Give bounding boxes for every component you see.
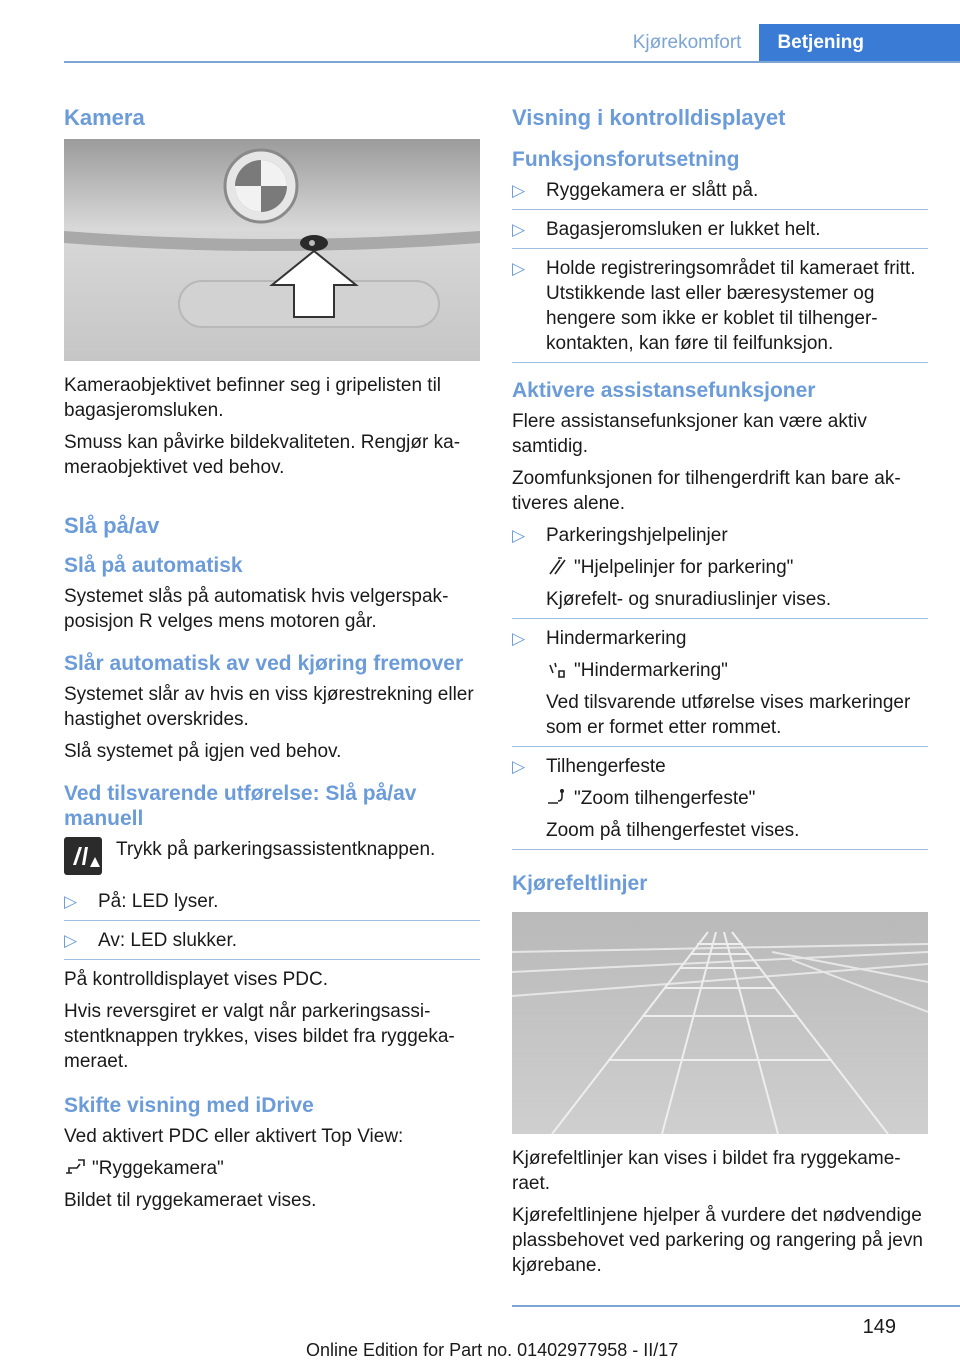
assist-label: Hindermarkering [546, 628, 687, 649]
pdc-paragraph-2: Hvis reversgiret er valgt når parkeringsassistentknappen trykkes, vises bildet fra ryggekameraet. [64, 1001, 455, 1072]
assist-list [512, 523, 928, 850]
assist-menu: "Hindermarkering" [574, 660, 728, 681]
heading-kamera: Kamera [64, 105, 145, 130]
heading-aktivere: Aktivere assistansefunksjoner [512, 379, 816, 402]
felt-paragraph-2: Kjørefeltlinjene hjelper å vurdere det nødvendige plassbehovet ved parkering og rangering på jevn kjørebane. [512, 1205, 923, 1276]
auto-off-paragraph-1: Systemet slår av hvis en viss kjørestrekning eller hastighet overskrides. [64, 684, 474, 730]
idrive-menu-line [64, 1156, 480, 1181]
camera-photo [64, 139, 480, 361]
list-item: ▷ Bagasjeromsluken er lukket helt. [512, 217, 928, 249]
assist-desc: Zoom på tilhengerfestet vises. [546, 820, 800, 841]
manual-paragraph: Trykk på parkeringsassistentknappen. [116, 839, 436, 860]
aktivere-paragraph-1: Flere assistansefunksjoner kan være aktiv samtidig. [512, 411, 867, 457]
list-item: ▷ På: LED lyser. [64, 889, 480, 921]
header-chapter: Betjening [759, 24, 960, 62]
funk-list [512, 178, 928, 363]
heading-funksjonsforutsetning: Funksjonsforutsetning [512, 148, 740, 171]
list-item [512, 523, 928, 619]
list-item: ▷ Ryggekamera er slått på. [512, 178, 928, 210]
footer-edition: Online Edition for Part no. 01402977958 - II/17 [306, 1340, 679, 1360]
header-section: Kjørekomfort [632, 32, 742, 53]
header-rule [64, 61, 960, 63]
page-number: 149 [862, 1316, 896, 1338]
list-item: ▷ Av: LED slukker. [64, 928, 480, 960]
heading-auto-on: Slå på automatisk [64, 554, 243, 577]
auto-on-paragraph: Systemet slås på automatisk hvis velgerspakposisjon R velges mens motoren går. [64, 586, 449, 632]
assist-menu: "Hjelpelinjer for parkering" [574, 557, 794, 578]
assist-desc: Kjørefelt- og snuradiuslinjer vises. [546, 589, 832, 610]
rear-camera-icon [64, 1157, 86, 1177]
heading-kjorefeltlinjer: Kjørefeltlinjer [512, 872, 648, 895]
trailer-hitch-icon [546, 787, 568, 807]
idrive-menu-label: "Ryggekamera" [92, 1158, 224, 1179]
list-item [512, 754, 928, 850]
page-header [633, 24, 960, 62]
heading-sla-pa-av: Slå på/av [64, 513, 160, 538]
kamera-paragraph-2: Smuss kan påvirke bildekvaliteten. Rengjør kameraobjektivet ved behov. [64, 432, 461, 478]
lane-lines-image [512, 912, 928, 1134]
assist-menu: "Zoom tilhengerfeste" [574, 788, 756, 809]
assist-label: Tilhengerfeste [546, 756, 666, 777]
heading-manual: Ved tilsvarende utførelse: Slå på/av manuell [64, 782, 417, 830]
left-column [64, 95, 480, 1220]
footer-rule [512, 1305, 960, 1307]
idrive-paragraph-1: Ved aktivert PDC eller aktivert Top View: [64, 1126, 404, 1147]
kamera-paragraph-1: Kameraobjektivet befinner seg i gripelisten til bagasjeromsluken. [64, 375, 442, 421]
list-item [512, 626, 928, 747]
list-item: ▷ Holde registreringsområdet til kameraet fritt. Utstikkende last eller bæresystemer og hengere som ikke er koblet til tilhengerkontakten, kan føre til feilfunksjon. [512, 256, 928, 363]
idrive-paragraph-2: Bildet til ryggekameraet vises. [64, 1190, 317, 1211]
pdc-paragraph-1: På kontrolldisplayet vises PDC. [64, 969, 328, 990]
parking-assistant-button-icon [64, 837, 102, 875]
pdc-instruction [64, 837, 480, 875]
assist-label: Parkeringshjelpelinjer [546, 525, 728, 546]
assist-desc: Ved tilsvarende utførelse vises markeringer som er formet etter rommet. [546, 692, 911, 738]
heading-auto-off: Slår automatisk av ved kjøring fremover [64, 652, 464, 675]
auto-off-paragraph-2: Slå systemet på igjen ved behov. [64, 741, 342, 762]
felt-paragraph-1: Kjørefeltlinjer kan vises i bildet fra ryggekameraet. [512, 1148, 901, 1194]
heading-idrive: Skifte visning med iDrive [64, 1094, 314, 1117]
aktivere-paragraph-2: Zoomfunksjonen for tilhengerdrift kan bare aktiveres alene. [512, 468, 901, 514]
heading-visning: Visning i kontrolldisplayet [512, 105, 786, 130]
right-column [512, 95, 928, 1285]
manual-list [64, 889, 480, 960]
parking-lines-icon [546, 556, 568, 576]
obstacle-marking-icon [546, 659, 568, 679]
